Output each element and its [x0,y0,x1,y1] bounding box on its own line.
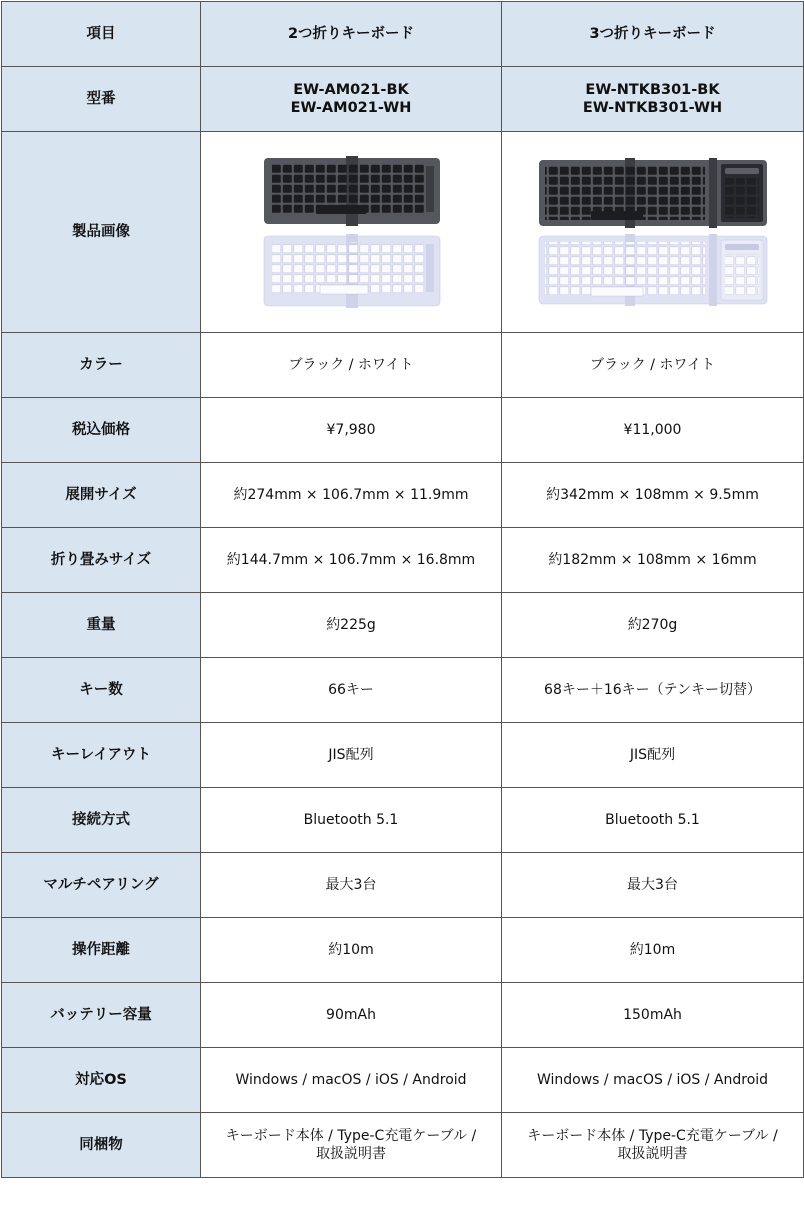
row-label: 接続方式 [2,788,201,853]
row-label: 操作距離 [2,918,201,983]
table-row [2,658,804,723]
row-col2: ¥11,000 [502,398,804,463]
table-row [2,983,804,1048]
row-col1: Bluetooth 5.1 [201,788,502,853]
table-row [2,918,804,983]
image-col2 [502,132,804,333]
row-col1: 約144.7mm × 106.7mm × 16.8mm [201,528,502,593]
model-col2 [502,67,804,132]
table-row [2,463,804,528]
contents-col1 [201,1113,502,1178]
row-col1: 90mAh [201,983,502,1048]
row-col2: 約270g [502,593,804,658]
contents-col1-line1: キーボード本体 / Type-C充電ケーブル / [225,1128,477,1144]
three-fold-keyboard-image [537,156,769,308]
table-row [2,398,804,463]
contents-col1-line2: 取扱説明書 [316,1146,386,1162]
row-col2: 約342mm × 108mm × 9.5mm [502,463,804,528]
row-col1: Windows / macOS / iOS / Android [201,1048,502,1113]
table-row [2,593,804,658]
two-fold-keyboard-image [260,154,442,310]
row-label: 展開サイズ [2,463,201,528]
row-col1: 最大3台 [201,853,502,918]
table-row [2,723,804,788]
header-col1: 2つ折りキーボード [201,2,502,67]
row-col1: 約10m [201,918,502,983]
contents-col2-line1: キーボード本体 / Type-C充電ケーブル / [527,1128,778,1144]
table-header-row [2,2,804,67]
row-label: 税込価格 [2,398,201,463]
row-col1: 66キー [201,658,502,723]
row-col2: JIS配列 [502,723,804,788]
model-row [2,67,804,132]
row-col2: 最大3台 [502,853,804,918]
row-col2: Windows / macOS / iOS / Android [502,1048,804,1113]
row-col2: Bluetooth 5.1 [502,788,804,853]
row-col2: ブラック / ホワイト [502,333,804,398]
contents-label: 同梱物 [2,1113,201,1178]
model-col2-line2: EW-NTKB301-WH [582,100,723,116]
row-col1: 約274mm × 106.7mm × 11.9mm [201,463,502,528]
row-col2: 約182mm × 108mm × 16mm [502,528,804,593]
row-label: キー数 [2,658,201,723]
header-item: 項目 [2,2,201,67]
row-label: マルチペアリング [2,853,201,918]
contents-col2-line2: 取扱説明書 [617,1146,688,1162]
row-col2: 150mAh [502,983,804,1048]
row-col2: 約10m [502,918,804,983]
image-col1 [201,132,502,333]
row-label: カラー [2,333,201,398]
header-col2: 3つ折りキーボード [502,2,804,67]
model-col1-line2: EW-AM021-WH [290,100,412,116]
spec-comparison-table [1,1,804,1178]
contents-col2 [502,1113,804,1178]
row-col1: ブラック / ホワイト [201,333,502,398]
table-row [2,853,804,918]
model-label: 型番 [2,67,201,132]
model-col1-line1: EW-AM021-BK [293,82,409,98]
model-col1 [201,67,502,132]
row-col2: 68キー＋16キー（テンキー切替） [502,658,804,723]
row-label: バッテリー容量 [2,983,201,1048]
model-col2-line1: EW-NTKB301-BK [585,82,720,98]
row-col1: JIS配列 [201,723,502,788]
contents-row [2,1113,804,1178]
row-col1: ¥7,980 [201,398,502,463]
row-label: 対応OS [2,1048,201,1113]
row-col1: 約225g [201,593,502,658]
row-label: キーレイアウト [2,723,201,788]
row-label: 重量 [2,593,201,658]
row-label: 折り畳みサイズ [2,528,201,593]
image-label: 製品画像 [2,132,201,333]
table-row [2,333,804,398]
table-row [2,788,804,853]
image-row [2,132,804,333]
table-row [2,1048,804,1113]
table-row [2,528,804,593]
